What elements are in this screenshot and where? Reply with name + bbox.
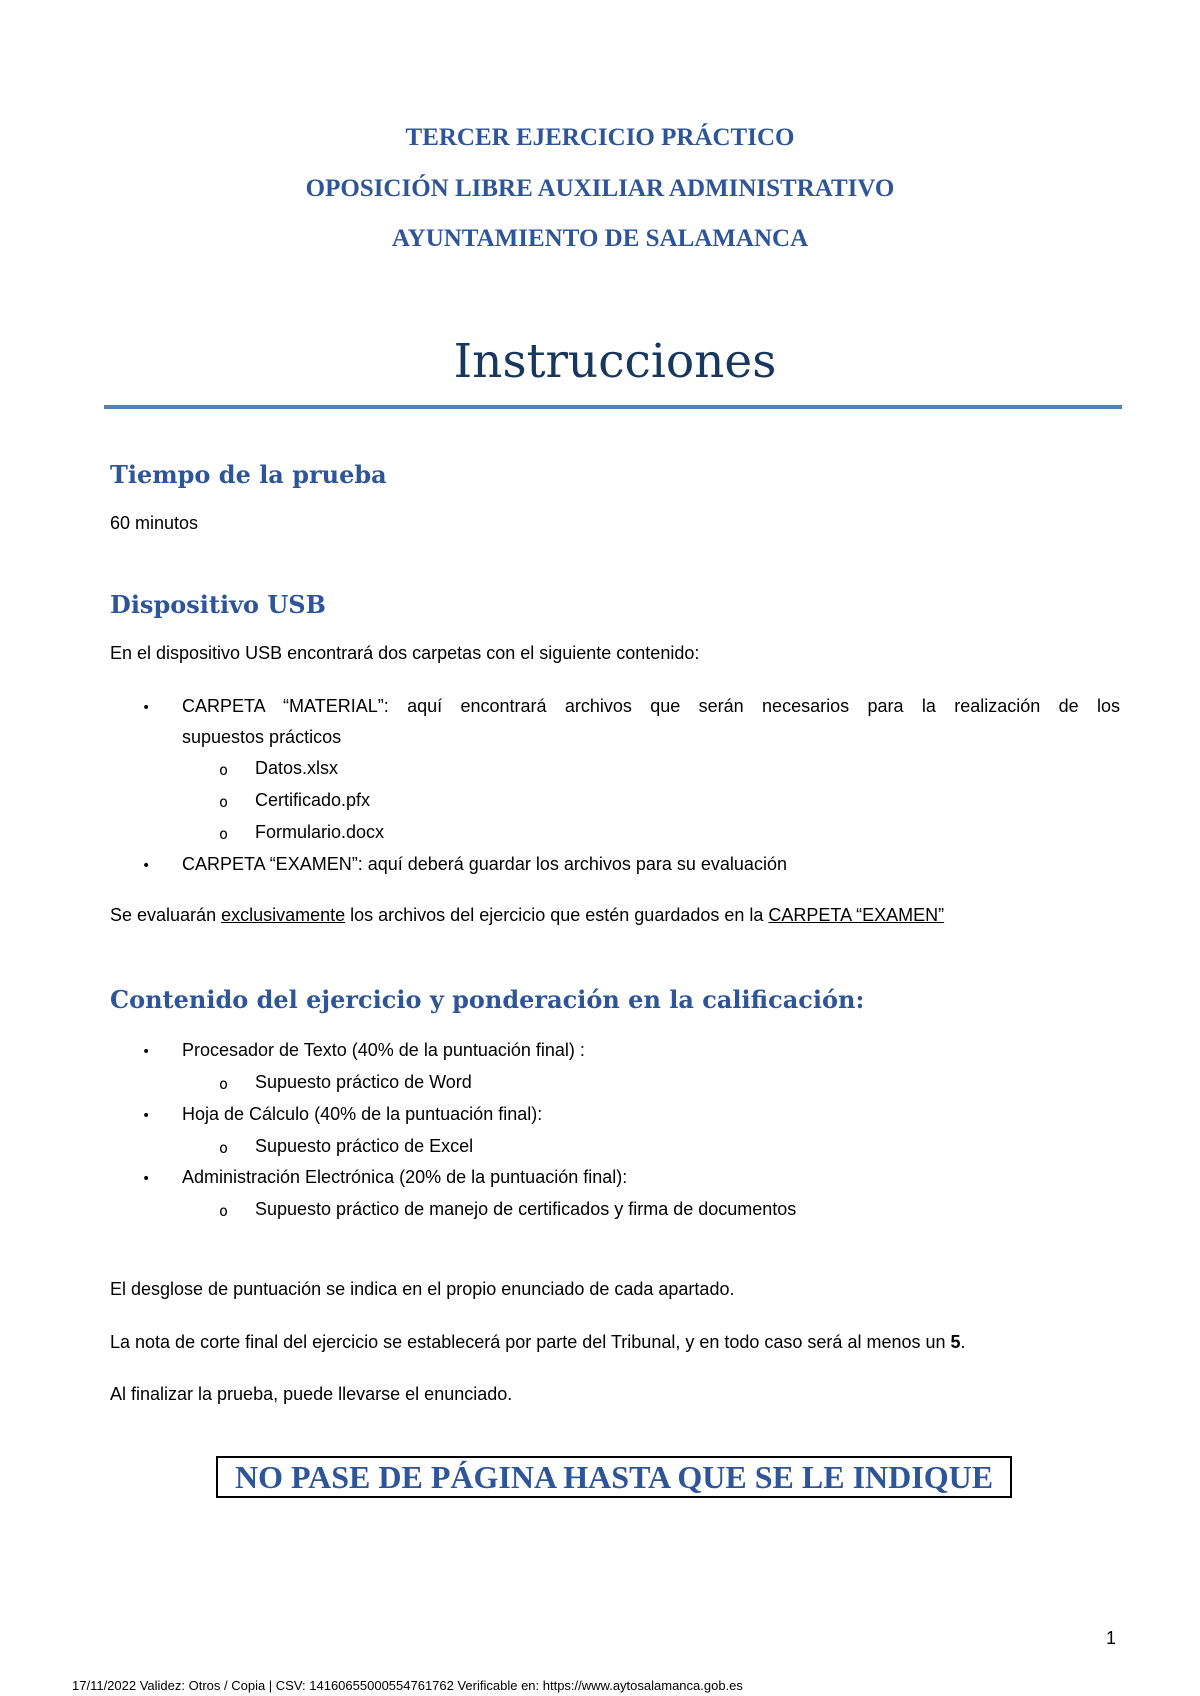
header-line-exercise: TERCER EJERCICIO PRÁCTICO: [405, 124, 795, 151]
file-item: Formulario.docx: [255, 822, 385, 842]
note-corte: [110, 1332, 966, 1353]
note-emphasis: exclusivamente: [221, 905, 346, 925]
usb-examen: CARPETA “EXAMEN”: aquí deberá guardar los archivos para su evaluación: [182, 854, 787, 874]
sub-bullet-icon: o: [219, 1139, 229, 1157]
sub-bullet-icon: o: [219, 793, 229, 811]
note-text: La nota de corte final del ejercicio se establecerá por parte del Tribunal, y en todo caso será al menos un: [110, 1332, 951, 1352]
page-number: 1: [1106, 1628, 1117, 1648]
content-item: Administración Electrónica (20% de la puntuación final):: [182, 1167, 628, 1187]
usb-material-line2: supuestos prácticos: [182, 727, 342, 747]
bullet-icon: •: [142, 1044, 151, 1060]
content-subitem: Supuesto práctico de Excel: [255, 1136, 474, 1156]
file-item: Certificado.pfx: [255, 790, 371, 810]
page-title: Instrucciones: [453, 334, 777, 389]
bullet-icon: •: [142, 700, 151, 716]
sub-bullet-icon: o: [219, 1075, 229, 1093]
section-heading-contenido: Contenido del ejercicio y ponderación en la calificación:: [110, 985, 865, 1014]
usb-evaluation-note: [110, 905, 944, 926]
header-line-city: AYUNTAMIENTO DE SALAMANCA: [391, 225, 809, 252]
note-text: Se evaluarán: [110, 905, 222, 925]
notice-box: NO PASE DE PÁGINA HASTA QUE SE LE INDIQUE: [216, 1456, 1012, 1498]
section-heading-usb: Dispositivo USB: [110, 590, 326, 619]
sub-bullet-icon: o: [219, 1202, 229, 1220]
title-divider: [104, 405, 1122, 409]
sub-bullet-icon: o: [219, 825, 229, 843]
header-line-opposition: OPOSICIÓN LIBRE AUXILIAR ADMINISTRATIVO: [305, 175, 895, 202]
bullet-icon: •: [142, 1171, 151, 1187]
bullet-icon: •: [142, 1108, 151, 1124]
sub-bullet-icon: o: [219, 761, 229, 779]
note-min-score: 5: [950, 1332, 961, 1352]
section-heading-tiempo: Tiempo de la prueba: [110, 460, 387, 489]
usb-intro: En el dispositivo USB encontrará dos carpetas con el siguiente contenido:: [110, 643, 700, 663]
usb-material-line1: CARPETA “MATERIAL”: aquí encontrará archivos que serán necesarios para la realización de los: [182, 696, 1120, 716]
bullet-icon: •: [142, 858, 151, 874]
tiempo-value: 60 minutos: [110, 513, 199, 533]
content-subitem: Supuesto práctico de manejo de certificados y firma de documentos: [255, 1199, 797, 1219]
note-llevarse: Al finalizar la prueba, puede llevarse el enunciado.: [110, 1384, 513, 1404]
content-subitem: Supuesto práctico de Word: [255, 1072, 472, 1092]
note-folder: CARPETA “EXAMEN”: [768, 905, 945, 925]
verification-footer: 17/11/2022 Validez: Otros / Copia | CSV: 14160655000554761762 Verificable en: https://www.aytosalamanca.gob.es: [72, 1678, 743, 1693]
note-desglose: El desglose de puntuación se indica en el propio enunciado de cada apartado.: [110, 1279, 735, 1299]
file-item: Datos.xlsx: [255, 758, 339, 778]
note-text: los archivos del ejercicio que estén guardados en la: [345, 905, 769, 925]
note-text: .: [960, 1332, 966, 1352]
content-item: Procesador de Texto (40% de la puntuación final) :: [182, 1040, 585, 1060]
content-item: Hoja de Cálculo (40% de la puntuación final):: [182, 1104, 543, 1124]
